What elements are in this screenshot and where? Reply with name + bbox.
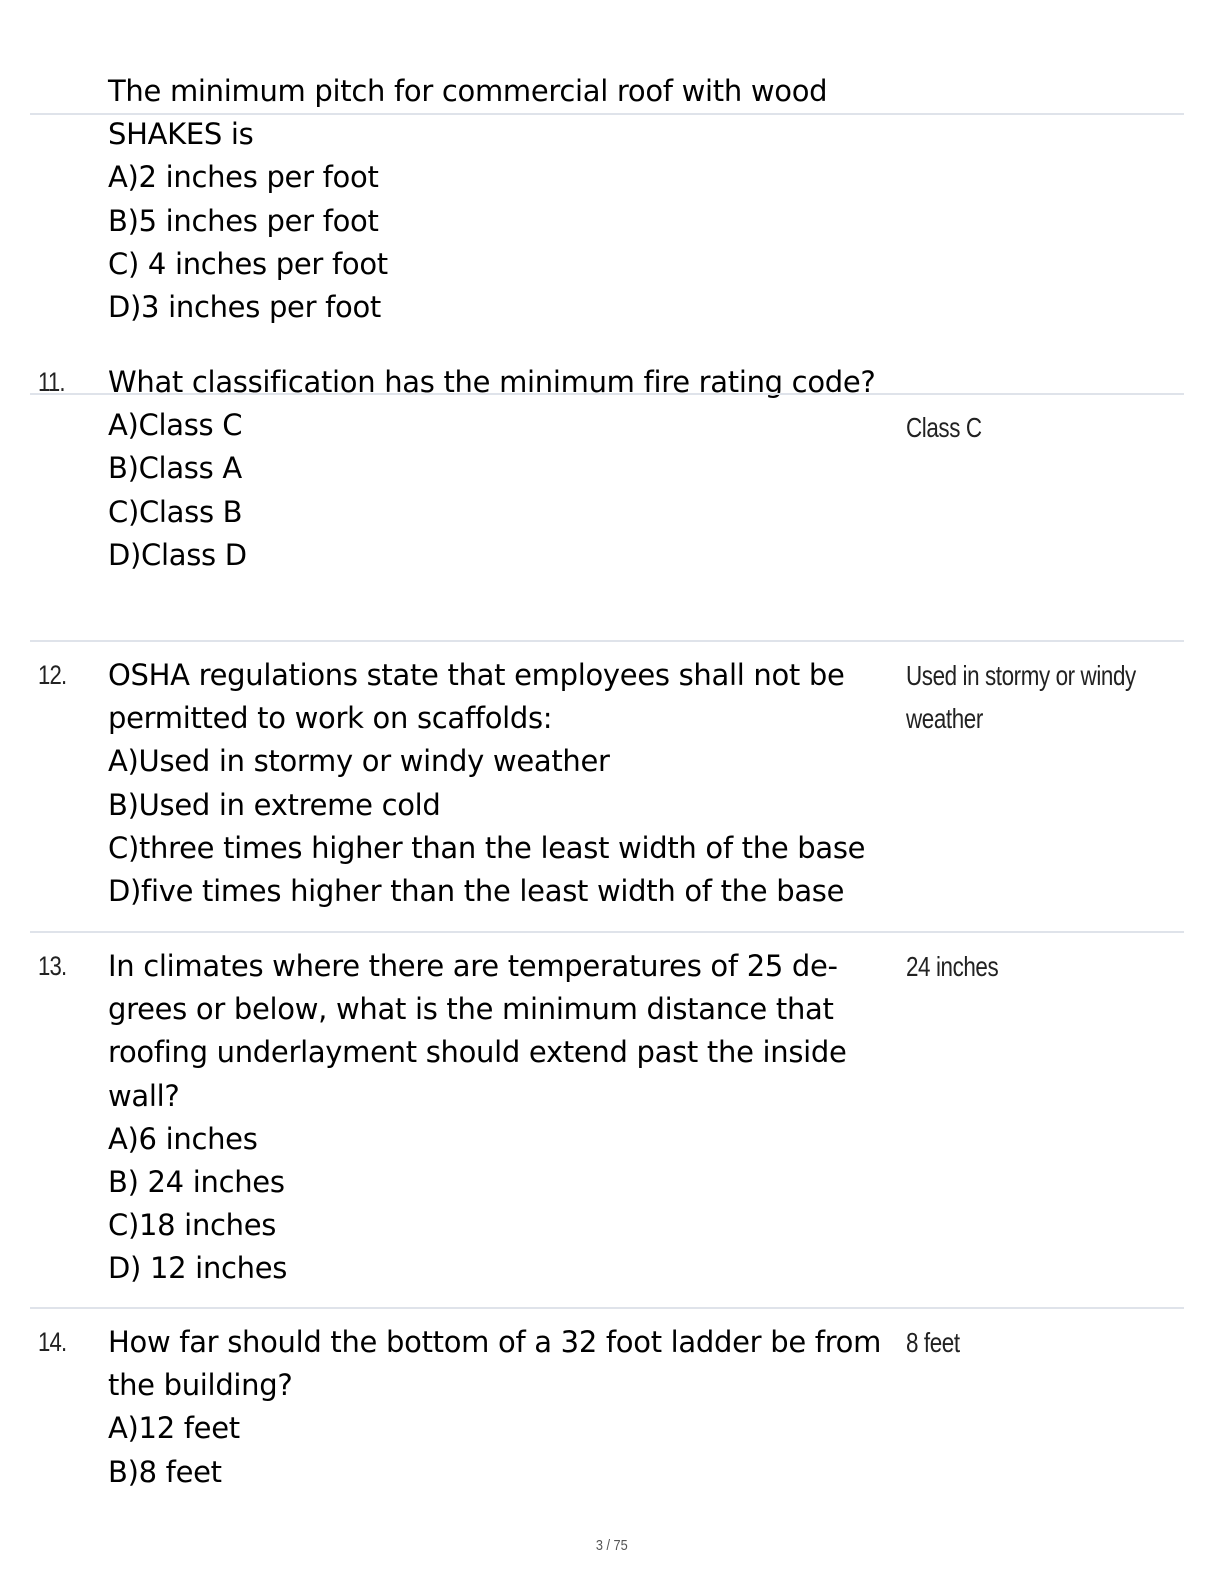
option-c: C) 4 inches per foot [108, 246, 388, 281]
question-number: 12. [38, 660, 67, 690]
row-divider [30, 931, 1184, 933]
answer-column [906, 1321, 1186, 1364]
option-b: B)Class A [108, 451, 242, 486]
answer-text: weather [906, 703, 983, 734]
option-a: A)12 feet [108, 1411, 240, 1446]
option-d: D)3 inches per foot [108, 290, 382, 325]
option-b: B)5 inches per foot [108, 203, 379, 238]
answer-text: 8 feet [906, 1327, 960, 1358]
question-line: OSHA regulations state that employees shall not be [108, 658, 845, 692]
question-number: 14. [38, 1327, 67, 1357]
question-line: permitted to work on scaffolds: [108, 701, 553, 736]
answer-text: 24 inches [906, 951, 999, 982]
question-line: grees or below, what is the minimum distance that [108, 992, 834, 1027]
option-c: C)three times higher than the least width of the base [108, 830, 866, 865]
row-divider [30, 1307, 1184, 1309]
question-13-text [108, 945, 908, 1291]
question-number: 11. [38, 367, 65, 397]
question-12-text [108, 654, 908, 913]
answer-text: Used in stormy or windy [906, 660, 1136, 691]
option-c: C)Class B [108, 494, 243, 529]
question-13 [30, 945, 1184, 1290]
answer-column [906, 654, 1186, 740]
question-line: the building? [108, 1368, 293, 1403]
page-number [0, 1537, 1224, 1554]
option-d: D) 12 inches [108, 1251, 288, 1286]
row-divider [30, 393, 1184, 395]
question-line: roofing underlayment should extend past the inside [108, 1035, 847, 1070]
question-14-text [108, 1321, 908, 1494]
option-a: A)6 inches [108, 1121, 258, 1156]
answer-column [906, 406, 1186, 449]
question-line: The minimum pitch for commercial roof with wood [108, 74, 828, 108]
question-14 [30, 1321, 1184, 1496]
question-10 [30, 70, 1184, 330]
answer-column [906, 945, 1186, 988]
question-12 [30, 654, 1184, 916]
option-b: B)8 feet [108, 1454, 222, 1489]
option-d: D)five times higher than the least width of the base [108, 874, 845, 909]
question-line: In climates where there are temperatures of 25 de- [108, 949, 838, 983]
option-b: B) 24 inches [108, 1165, 285, 1200]
question-line: wall? [108, 1078, 180, 1113]
question-line: What classification has the minimum fire rating code? [108, 365, 876, 399]
option-c: C)18 inches [108, 1208, 277, 1243]
option-b: B)Used in extreme cold [108, 787, 441, 822]
page-number-text: 3 / 75 [596, 1537, 628, 1554]
question-line: How far should the bottom of a 32 foot ladder be from [108, 1325, 882, 1359]
row-divider [30, 113, 1184, 115]
option-a: A)Class C [108, 408, 243, 443]
option-a: A)Used in stormy or windy weather [108, 744, 610, 779]
question-number: 13. [38, 951, 67, 981]
answer-text: Class C [906, 412, 982, 443]
option-d: D)Class D [108, 537, 247, 572]
row-divider [30, 640, 1184, 642]
question-10-text [108, 70, 908, 329]
option-a: A)2 inches per foot [108, 160, 379, 195]
question-line: SHAKES is [108, 117, 254, 152]
